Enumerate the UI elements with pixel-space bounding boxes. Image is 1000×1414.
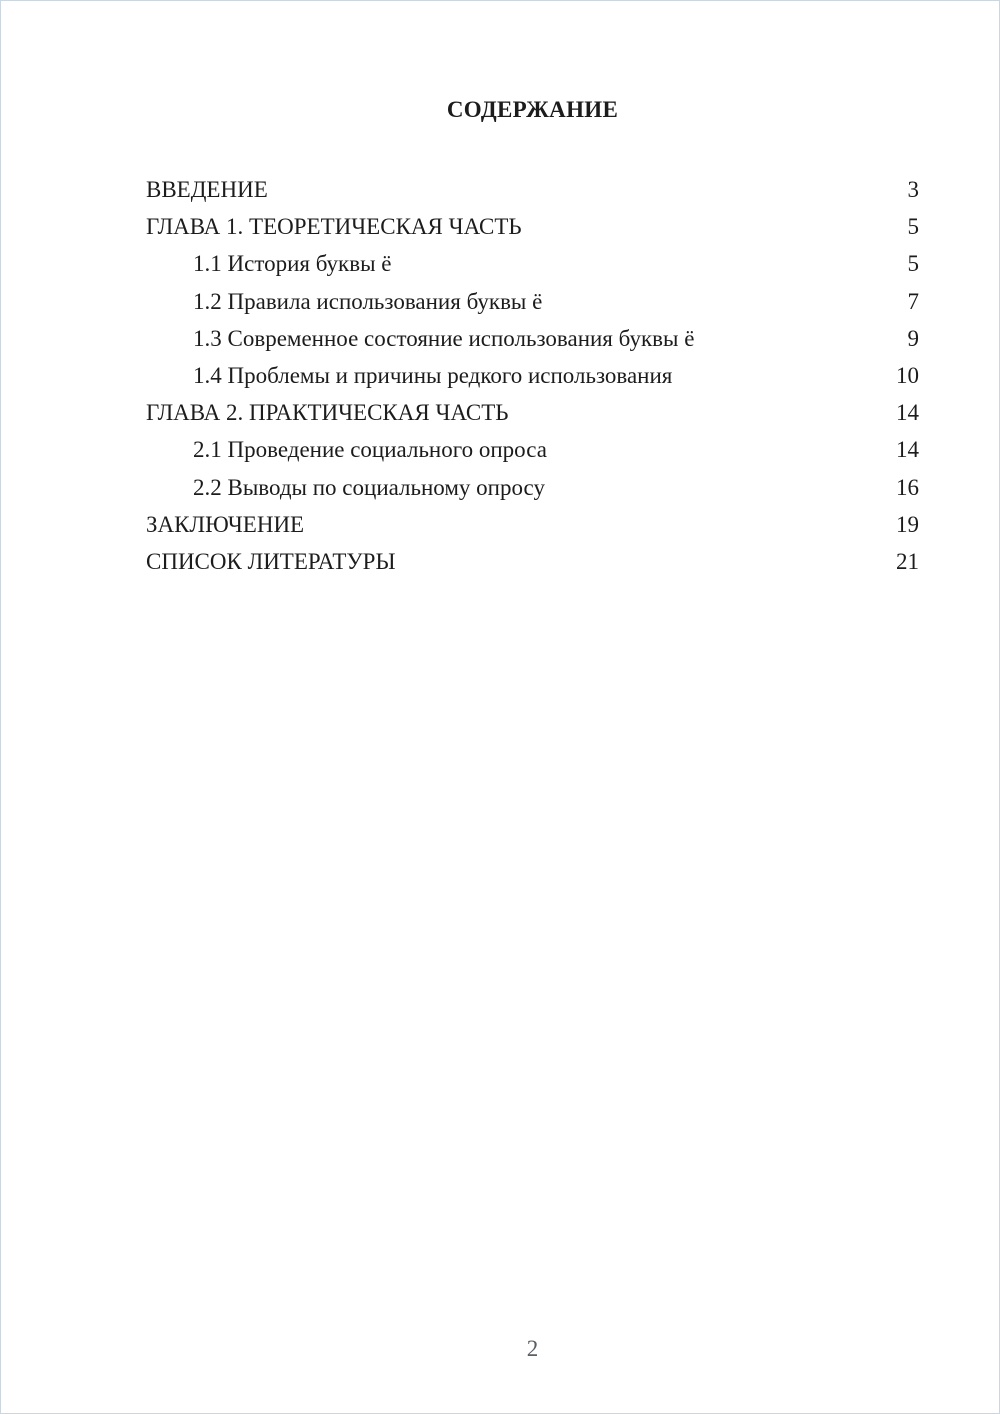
page-number: 2 <box>526 1336 539 1361</box>
toc-entry <box>146 245 919 282</box>
toc-entry-page: 21 <box>896 549 919 575</box>
toc-entry-label: ВВЕДЕНИЕ <box>146 177 268 202</box>
toc-entry <box>146 357 919 394</box>
toc-entry-page: 10 <box>896 363 919 389</box>
page-title: СОДЕРЖАНИЕ <box>446 97 619 122</box>
toc-entry-label: СПИСОК ЛИТЕРАТУРЫ <box>146 549 396 575</box>
toc-entry-label: 1.4 Проблемы и причины редкого использования <box>193 363 673 389</box>
toc-entry <box>146 506 919 543</box>
toc-entry-page: 14 <box>896 437 919 463</box>
toc-entry-label: ГЛАВА 1. ТЕОРЕТИЧЕСКАЯ ЧАСТЬ <box>146 214 522 240</box>
toc-entry <box>146 320 919 357</box>
toc-entry <box>146 208 919 245</box>
toc-entry <box>146 171 919 208</box>
toc-entry-label: 1.2 Правила использования буквы ё <box>193 288 543 314</box>
toc-entry-page: 19 <box>896 511 919 537</box>
toc-entry-page: 5 <box>907 214 919 240</box>
table-of-contents <box>146 171 919 580</box>
toc-entry-page: 7 <box>907 288 919 314</box>
toc-entry-label: ГЛАВА 2. ПРАКТИЧЕСКАЯ ЧАСТЬ <box>146 400 509 426</box>
toc-entry-label: 1.1 История буквы ё <box>193 251 392 277</box>
toc-entry <box>146 283 919 320</box>
toc-entry <box>146 543 919 580</box>
toc-entry-page: 5 <box>907 251 919 277</box>
toc-entry-page: 14 <box>896 400 919 426</box>
toc-entry-label: 2.1 Проведение социального опроса <box>193 437 547 463</box>
toc-entry-page: 9 <box>907 325 919 351</box>
toc-entry <box>146 394 919 431</box>
toc-entry-page: 16 <box>896 474 919 500</box>
toc-entry-label: ЗАКЛЮЧЕНИЕ <box>146 511 305 537</box>
toc-entry <box>146 431 919 468</box>
toc-entry-label: 2.2 Выводы по социальному опросу <box>193 474 545 500</box>
toc-entry-label: 1.3 Современное состояние использования буквы ё <box>193 325 695 351</box>
toc-entry <box>146 469 919 506</box>
toc-entry-page: 3 <box>907 177 919 202</box>
